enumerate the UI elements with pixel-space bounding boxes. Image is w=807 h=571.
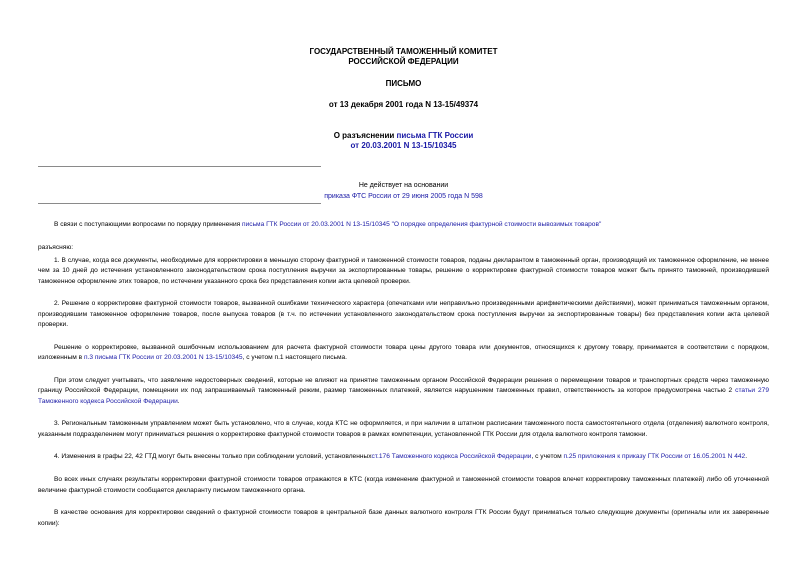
subject-prefix: О разъяснении bbox=[333, 131, 397, 140]
divider-top bbox=[38, 166, 321, 167]
paragraph-liability bbox=[38, 376, 769, 407]
paragraph-text: 4. Изменения в графы 22, 42 ГТД могут быть внесены только при соблюдении условий, установленных bbox=[54, 453, 372, 461]
article-176-link[interactable]: ст.176 Таможенного кодекса Российской Федерации bbox=[371, 453, 532, 461]
paragraph-intro bbox=[38, 220, 769, 230]
letter-link[interactable]: письма ГТК России от 20.03.2001 N 13-15/10345 "О порядке определения фактурной стоимости вывозимых товаров" bbox=[242, 221, 602, 228]
paragraph-1: 1. В случае, когда все документы, необходимые для корректировки в меньшую сторону фактурной и таможенной стоимости товаров, поданы декларантом в таможенный орган, производящий их таможенное оформление, не менее чем за 10 дней до истечения установленного законодательством срока поступления выручки за экспортированные товары, решение о корректировке фактурной стоимости товаров может быть принято таможней, производившей таможенное оформление этих товаров, по истечении указанного срока без представления копии акта целевой проверки. bbox=[38, 257, 769, 285]
issuer-line-2: РОССИЙСКОЙ ФЕДЕРАЦИИ bbox=[348, 57, 459, 66]
status-note bbox=[0, 180, 807, 202]
paragraph-text: , с учетом bbox=[531, 453, 564, 461]
paragraph-text: В связи с поступающими вопросами по порядку применения bbox=[54, 221, 243, 228]
paragraph-documents: В качестве основания для корректировки сведений о фактурной стоимости товаров в центральной базе данных валютного контроля ГТК России будут приниматься только следующие документы (оригиналы или их заверенные копии): bbox=[38, 509, 769, 527]
order-442-link[interactable]: п.25 приложения к приказу ГТК России от 16.05.2001 N 442 bbox=[563, 453, 746, 461]
paragraph-text: . bbox=[745, 453, 748, 461]
clause-3-link[interactable]: п.3 письма ГТК России от 20.03.2001 N 13-15/10345 bbox=[83, 354, 243, 362]
paragraph-3: 3. Региональным таможенным управлением может быть установлено, что в случае, когда КТС не оформляется, и при наличии в штатном расписании таможенного поста самостоятельного отдела (отделения) валютного контроля, указанным подразделением могут приниматься решения о корректировке фактурной стоимости товаров в рамках компетенции, установленной ГТК России для отдела валютного контроля таможни. bbox=[38, 420, 769, 438]
document-date-number: от 13 декабря 2001 года N 13-15/49374 bbox=[328, 100, 479, 109]
subject-link-part-2[interactable]: от 20.03.2001 N 13-15/10345 bbox=[350, 141, 457, 150]
article-279-link[interactable]: статьи 279 Таможенного кодекса Российской Федерации bbox=[38, 387, 769, 405]
paragraph-2: 2. Решение о корректировке фактурной стоимости товаров, вызванной ошибками технического характера (опечатками или неправильно произведенными арифметическими действиями), может приниматься таможенным органом, производившим таможенное оформление товаров, после выпуска товаров (в т.ч. по истечении установленного законодательством срока поступления выручки за экспортированные товары) без представления копии акта целевой проверки. bbox=[38, 300, 769, 329]
issuer-line-1: ГОСУДАРСТВЕННЫЙ ТАМОЖЕННЫЙ КОМИТЕТ bbox=[309, 47, 498, 56]
issuer-block bbox=[0, 47, 807, 67]
paragraph-4 bbox=[38, 452, 769, 462]
document-body bbox=[38, 220, 769, 541]
paragraph-2-continued bbox=[38, 343, 769, 364]
subject-link-part-1[interactable]: письма ГТК России bbox=[396, 131, 474, 140]
document-subject bbox=[0, 131, 807, 151]
paragraph-explain: разъясняю: bbox=[38, 243, 74, 251]
paragraph-text: , с учетом п.1 настоящего письма. bbox=[242, 354, 347, 362]
divider-bottom bbox=[38, 203, 321, 204]
paragraph-text: При этом следует учитывать, что заявление недостоверных сведений, которые не влияют на принятие таможенным органом Российской Федерации решения о перемещении товаров и транспортных средств через таможенную границу Российской Федерации, помещении их под запрашиваемый таможенный режим, размер таможенных платежей, является нарушением таможенных правил, ответственность за которое предусмотрена частью 2 bbox=[38, 376, 769, 395]
paragraph-other-cases: Во всех иных случаях результаты корректировки фактурной стоимости товаров отражаются в КТС (когда изменение фактурной и таможенной стоимости товаров влечет корректировку таможенных платежей) либо об уточненной величине фактурной стоимости сообщается декларанту письмом таможенного органа. bbox=[38, 476, 769, 494]
document-type: ПИСЬМО bbox=[385, 79, 422, 88]
paragraph-text: Решение о корректировке, вызванной ошибочным использованием для расчета фактурной стоимости товара цены другого товара или документов, относящихся к другому товару, принимается в соответствии с порядком, изложенным в bbox=[38, 343, 769, 362]
paragraph-text: . bbox=[177, 397, 180, 405]
status-note-text: Не действует на основании bbox=[358, 182, 449, 189]
status-note-link[interactable]: приказа ФТС России от 29 июня 2005 года N 598 bbox=[324, 193, 483, 200]
